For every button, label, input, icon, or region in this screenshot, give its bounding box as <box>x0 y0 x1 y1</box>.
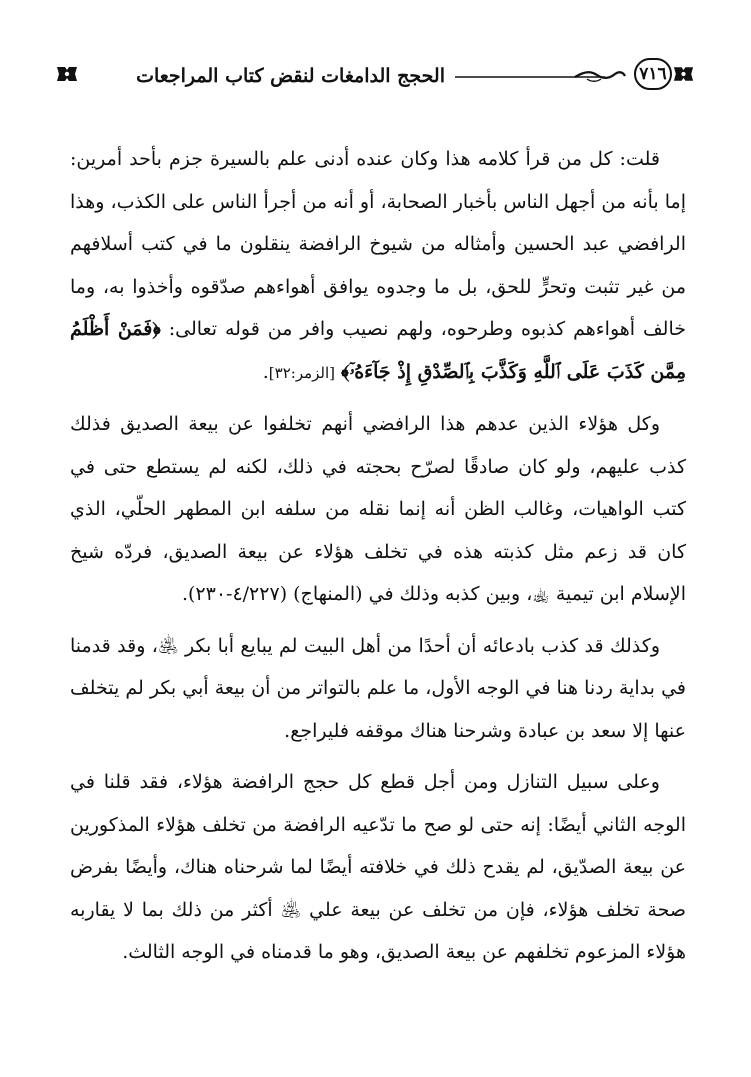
paragraph-2: وكل هؤلاء الذين عدهم هذا الرافضي أنهم تخلفوا عن بيعة الصديق فذلك كذب عليهم، ولو كان صادقًا لصرّح بحجته في ذلك، لكنه لم يستطع حتى في كتب الواهيات، وغالب الظن أنه إنما نقله من سلفه ابن المطهر الحلّي، الذي كان قد زعم مثل كذبته هذه في تخلف هؤلاء عن بيعة الصديق، فردّه شيخ الإسلام ابن تيمية ﵀، وبين كذبه وذلك في (المنهاج) (٤/٢٢٧-٢٣٠). <box>70 413 686 605</box>
page-number: ٧١٦ <box>634 58 672 90</box>
ornament-right-icon <box>672 65 695 83</box>
ornament-left-icon <box>55 65 79 83</box>
verse-reference: [الزمر:٣٢] <box>268 363 335 382</box>
quran-verse: ﴿فَمَنْ أَظْلَمُ مِمَّن كَذَبَ عَلَى ٱللَّهِ وَكَذَّبَ بِٱلصِّدْقِ إِذْ جَآءَهُۥٓ﴾ <box>70 318 686 383</box>
header-rule-ornament <box>455 66 630 86</box>
paragraph-1 <box>70 138 686 394</box>
page-header <box>55 56 695 96</box>
paragraph-4: وعلى سبيل التنازل ومن أجل قطع كل حجج الرافضة هؤلاء، فقد قلنا في الوجه الثاني أيضًا: إنه حتى لو صح ما تدّعيه الرافضة من تخلف هؤلاء المذكورين عن بيعة الصدّيق، لم يقدح ذلك في خلافته أيضًا لما شرحناه هناك، وأيضًا بفرض صحة تخلف هؤلاء، فإن من تخلف عن بيعة علي ﵁ أكثر من ذلك بما لا يقاربه هؤلاء المزعوم تخلفهم عن بيعة الصديق، وهو ما قدمناه في الوجه الثالث. <box>70 771 686 963</box>
paragraph-3: وكذلك قد كذب بادعائه أن أحدًا من أهل البيت لم يبايع أبا بكر ﵁، وقد قدمنا في بداية ردنا هنا في الوجه الأول، ما علم بالتواتر من أن بيعة أبي بكر لم يتخلف عنها إلا سعد بن عبادة وشرحنا هناك موقفه فليراجع. <box>70 634 686 742</box>
page-body <box>70 138 686 974</box>
paragraph-1-end: . <box>262 360 269 383</box>
book-title: الحجج الدامغات لنقض كتاب المراجعات <box>136 65 445 87</box>
paragraph-1-text: قلت: كل من قرأ كلامه هذا وكان عنده أدنى علم بالسيرة جزم بأحد أمرين: إما بأنه من أجهل الناس بأخبار الصحابة، أو أنه من أجرأ الناس على الكذب، وهذا الرافضي عبد الحسين وأمثاله من شيوخ الرافضة ينقلون ما في كتب أسلافهم من غير تثبت وتحرٍّ للحق، بل ما وجدوه يوافق أهواءهم صدّقوه وأخذوا به، وما خالف أهواءهم كذبوه وطرحوه، ولهم نصيب وافر من قوله تعالى: <box>70 148 686 340</box>
